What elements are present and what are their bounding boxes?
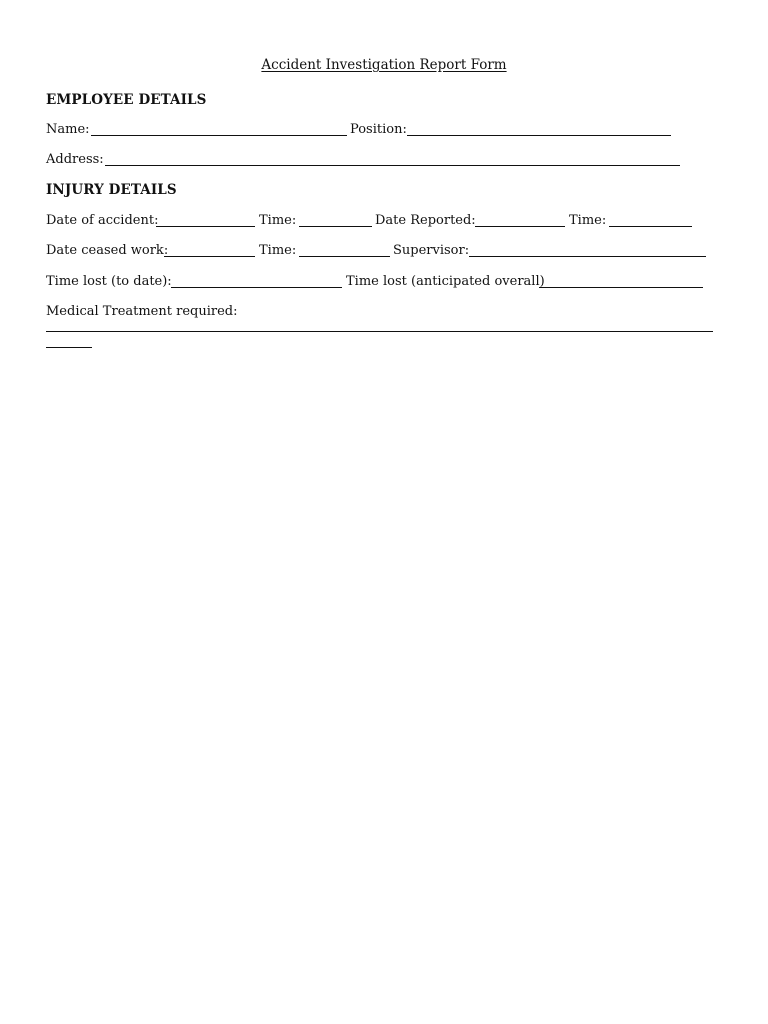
reported-time-field[interactable] [609,226,692,227]
ceased-work-row [46,242,716,260]
position-label: Position: [350,122,407,137]
time-lost-anticipated-field[interactable] [539,287,703,288]
time-lost-to-date-label: Time lost (to date): [46,274,172,289]
date-of-accident-field[interactable] [156,226,255,227]
name-position-row [46,121,686,139]
supervisor-field[interactable] [469,256,706,257]
reported-time-label: Time: [569,213,607,228]
time-lost-row [46,273,716,291]
injury-details-heading: INJURY DETAILS [46,182,177,198]
address-field[interactable] [105,165,680,166]
form-title: Accident Investigation Report Form [261,57,507,73]
supervisor-label: Supervisor: [393,243,470,258]
address-label: Address: [46,152,104,167]
position-field[interactable] [407,135,671,136]
ceased-time-label: Time: [259,243,297,258]
medical-treatment-field-line-1[interactable] [46,331,713,332]
date-of-accident-label: Date of accident: [46,213,159,228]
accident-time-field[interactable] [299,226,372,227]
date-ceased-work-field[interactable] [164,256,255,257]
name-field[interactable] [91,135,347,136]
date-ceased-work-label: Date ceased work: [46,243,169,258]
accident-time-label: Time: [259,213,297,228]
ceased-time-field[interactable] [299,256,390,257]
time-lost-anticipated-label: Time lost (anticipated overall) [346,274,545,289]
medical-treatment-field-line-2[interactable] [46,347,92,348]
address-row [46,151,686,169]
date-reported-label: Date Reported: [375,213,476,228]
date-reported-field[interactable] [475,226,565,227]
employee-details-heading: EMPLOYEE DETAILS [46,92,207,108]
medical-treatment-row [46,303,446,321]
medical-treatment-label: Medical Treatment required: [46,304,238,319]
name-label: Name: [46,122,90,137]
time-lost-to-date-field[interactable] [171,287,342,288]
accident-date-row [46,212,706,230]
